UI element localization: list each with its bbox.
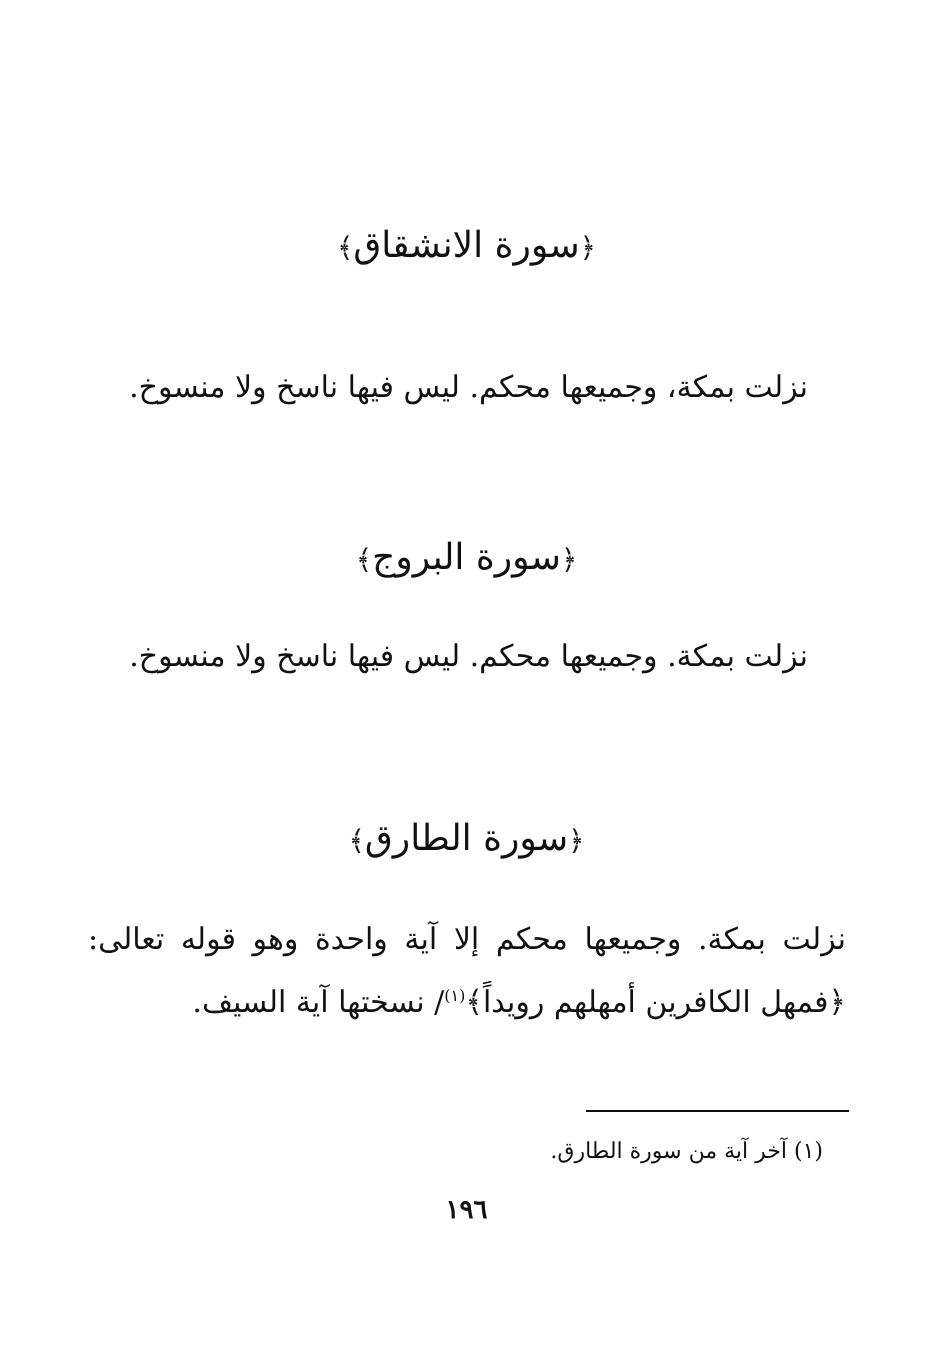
heading-text: سورة البروج [372,537,561,578]
ornament-close: ﴾ [348,824,365,857]
section-text-tariq [88,912,846,1031]
text-start: نزلت بمكة. وجميعها محكم إلا آية واحدة وهو قوله تعالى: [88,922,846,957]
section-text-inshiqaq: نزلت بمكة، وجميعها محكم. ليس فيها ناسخ ولا منسوخ. [129,370,808,405]
heading-text: سورة الانشقاق [353,225,580,266]
surah-heading-buruj [0,534,933,584]
quote-close: ﴾ [465,985,483,1020]
text-end: / نسختها آية السيف. [192,985,445,1020]
surah-heading-tariq [0,815,933,865]
ornament-open: ﴿ [568,824,585,857]
footnote-divider [586,1110,849,1112]
ornament-open: ﴿ [560,543,578,576]
ornament-open: ﴿ [579,231,597,264]
heading-text: سورة الطارق [364,818,569,859]
footnote [550,1135,823,1169]
footnote-marker: (١) [444,986,466,1005]
surah-heading-inshiqaq [0,222,933,272]
quote-open: ﴿ [828,985,846,1020]
section-text-buruj: نزلت بمكة. وجميعها محكم. ليس فيها ناسخ ولا منسوخ. [129,639,808,674]
quran-quote: فمهل الكافرين أمهلهم رويداً [482,985,829,1020]
ornament-close: ﴾ [355,543,373,576]
ornament-close: ﴾ [336,231,354,264]
footnote-number: (١) [793,1139,823,1164]
footnote-text: آخر آية من سورة الطارق. [550,1139,787,1164]
page-number: ١٩٦ [445,1195,488,1225]
